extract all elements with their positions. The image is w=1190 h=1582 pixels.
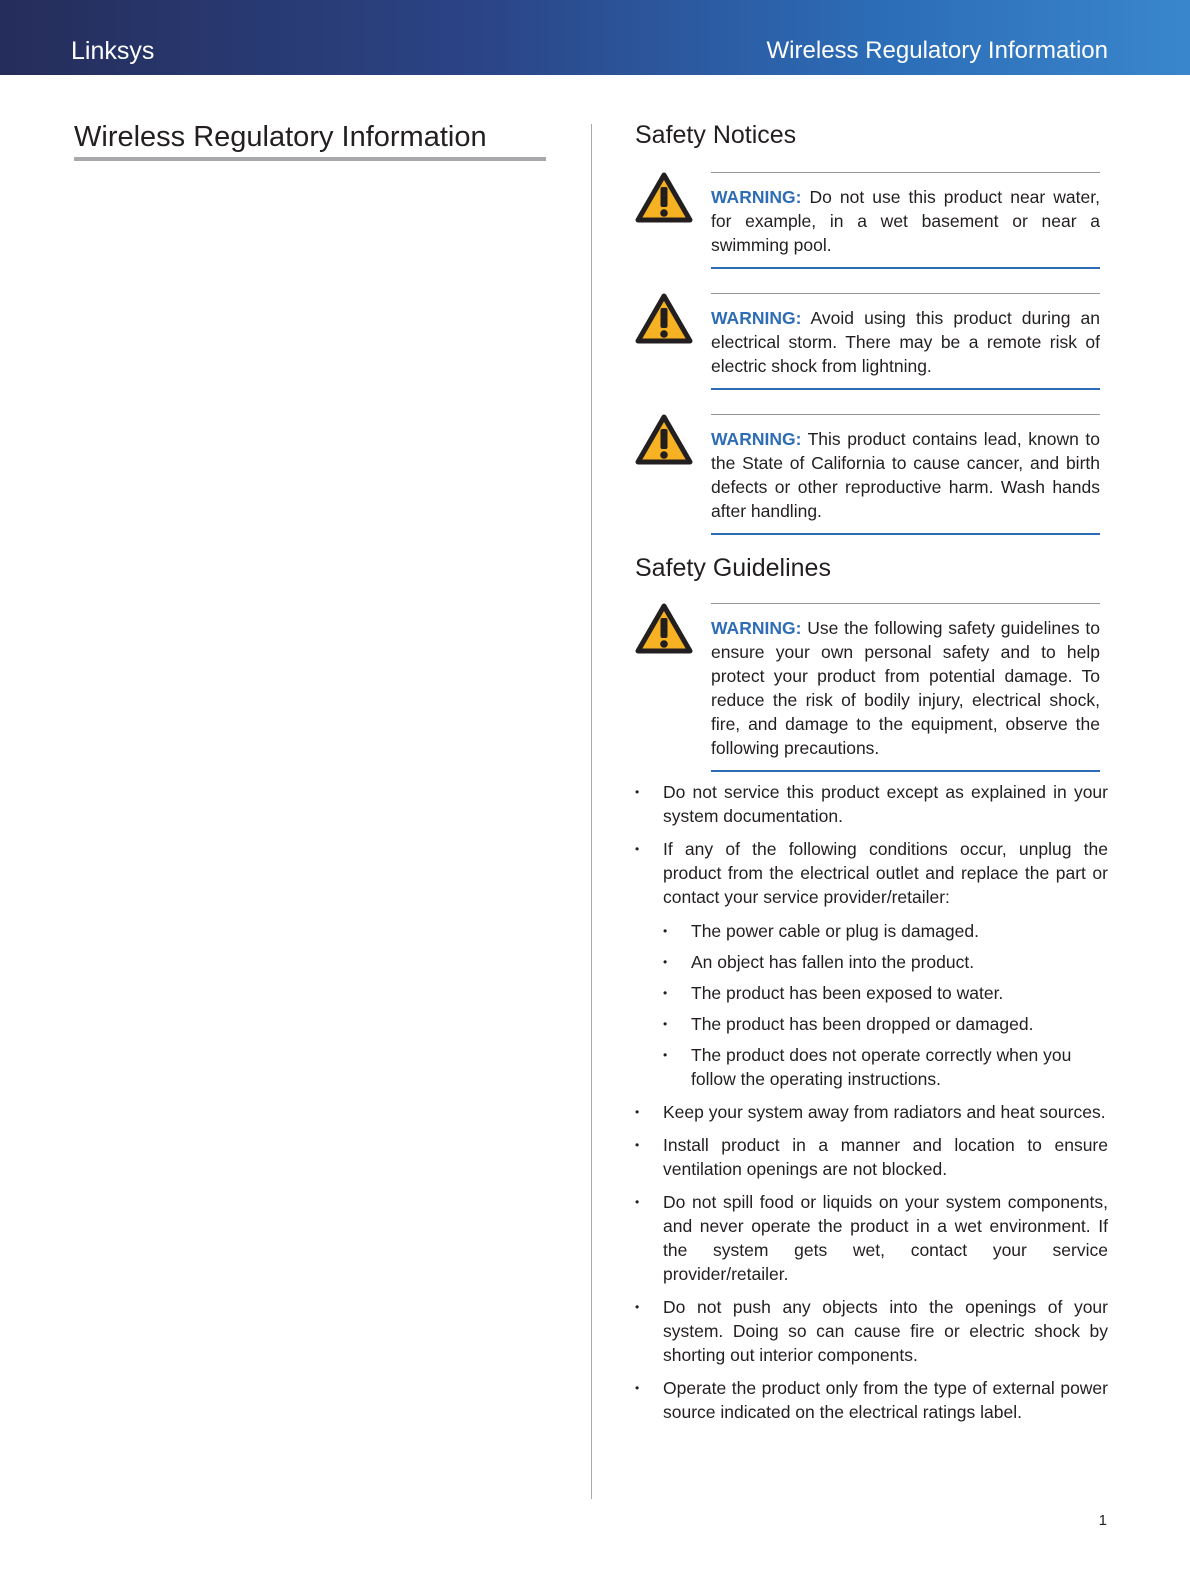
warning-triangle-icon	[635, 172, 693, 224]
left-title-rule	[74, 157, 546, 161]
warning-triangle-icon	[635, 603, 693, 655]
warning-label: WARNING:	[711, 429, 802, 449]
list-item-text: If any of the following conditions occur, unplug the product from the electrical outlet and replace the part or contact your service provider/retailer:	[663, 839, 1108, 907]
bullet-glyph: •	[663, 1017, 668, 1031]
warning-label: WARNING:	[711, 618, 802, 638]
list-item-text: Operate the product only from the type of external power source indicated on the electrical ratings label.	[663, 1378, 1108, 1422]
bullet-glyph: •	[635, 1300, 640, 1314]
sub-list-item-text: The product does not operate correctly when you follow the operating instructions.	[691, 1045, 1072, 1089]
bullet-glyph: •	[635, 842, 640, 856]
sub-list-item	[663, 1012, 1108, 1036]
warning-body: This product contains lead, known to the State of California to cause cancer, and birth defects or other reproductive harm. Wash hands after handling.	[711, 429, 1100, 521]
sub-list-item	[663, 981, 1108, 1005]
warning-text	[711, 427, 1100, 523]
safety-guidelines-list	[635, 780, 1108, 1433]
warning-label: WARNING:	[711, 308, 802, 328]
bullet-glyph: •	[663, 924, 668, 938]
bullet-glyph: •	[635, 785, 640, 799]
safety-guidelines-title: Safety Guidelines	[635, 554, 831, 582]
list-item	[635, 837, 1108, 1091]
warning-label: WARNING:	[711, 187, 802, 207]
bullet-glyph: •	[663, 1048, 668, 1062]
conditions-sublist	[663, 919, 1108, 1091]
warning-box	[711, 414, 1100, 535]
header-title: Wireless Regulatory Information	[766, 37, 1108, 64]
sub-list-item-text: The product has been dropped or damaged.	[691, 1014, 1034, 1034]
bullet-glyph: •	[635, 1195, 640, 1209]
column-divider	[591, 124, 592, 1499]
bullet-glyph: •	[663, 955, 668, 969]
brand-name: Linksys	[71, 37, 155, 65]
warning-body: Avoid using this product during an electrical storm. There may be a remote risk of electric shock from lightning.	[711, 308, 1100, 376]
list-item	[635, 1376, 1108, 1424]
warning-triangle-icon	[635, 414, 693, 466]
sub-list-item	[663, 919, 1108, 943]
bullet-glyph: •	[635, 1381, 640, 1395]
warning-body: Do not use this product near water, for example, in a wet basement or near a swimming pool.	[711, 187, 1100, 255]
bullet-glyph: •	[663, 986, 668, 1000]
list-item	[635, 1295, 1108, 1367]
warning-text	[711, 185, 1100, 257]
safety-notices-title: Safety Notices	[635, 121, 797, 149]
page-number: 1	[1098, 1512, 1107, 1529]
list-item	[635, 780, 1108, 828]
list-item-text: Install product in a manner and location to ensure ventilation openings are not blocked.	[663, 1135, 1108, 1179]
list-item-text: Do not spill food or liquids on your system components, and never operate the product in a wet environment. If the system gets wet, contact your service provider/retailer.	[663, 1192, 1108, 1284]
list-item	[635, 1133, 1108, 1181]
list-item	[635, 1190, 1108, 1286]
list-item-text: Do not service this product except as explained in your system documentation.	[663, 782, 1108, 826]
sub-list-item	[663, 1043, 1108, 1091]
warning-box	[711, 172, 1100, 269]
warning-box	[711, 293, 1100, 390]
bullet-glyph: •	[635, 1105, 640, 1119]
sub-list-item-text: An object has fallen into the product.	[691, 952, 975, 972]
bullet-glyph: •	[635, 1138, 640, 1152]
left-column-title: Wireless Regulatory Information	[74, 121, 487, 153]
warning-text	[711, 306, 1100, 378]
sub-list-item-text: The product has been exposed to water.	[691, 983, 1004, 1003]
sub-list-item-text: The power cable or plug is damaged.	[691, 921, 979, 941]
sub-list-item	[663, 950, 1108, 974]
page-header	[0, 0, 1190, 75]
list-item-text: Keep your system away from radiators and heat sources.	[663, 1102, 1106, 1122]
list-item-text: Do not push any objects into the openings of your system. Doing so can cause fire or electric shock by shorting out interior components.	[663, 1297, 1108, 1365]
list-item	[635, 1100, 1108, 1124]
warning-body: Use the following safety guidelines to ensure your own personal safety and to help protect your product from potential damage. To reduce the risk of bodily injury, electrical shock, fire, and damage to the equipment, observe the following precautions.	[711, 618, 1100, 758]
warning-triangle-icon	[635, 293, 693, 345]
warning-text	[711, 616, 1100, 760]
warning-box	[711, 603, 1100, 772]
